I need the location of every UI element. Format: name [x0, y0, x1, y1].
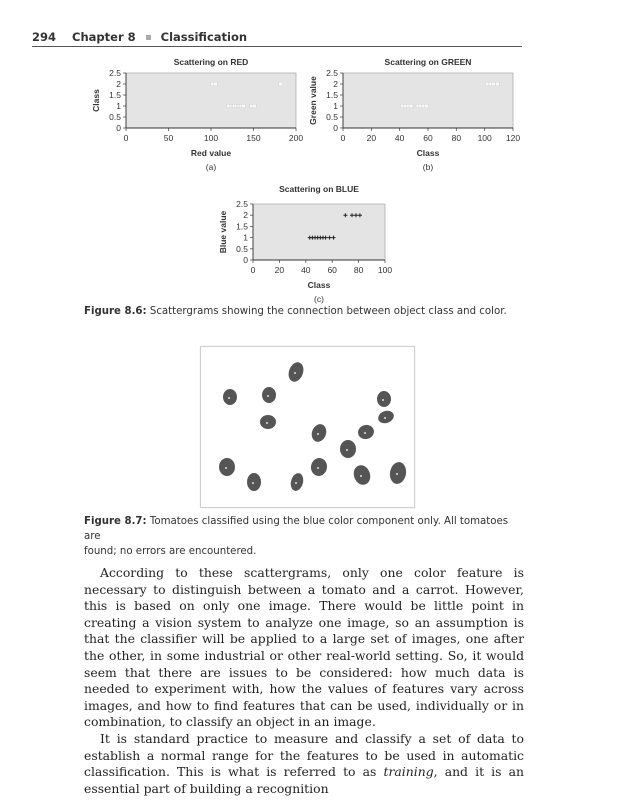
- chart-title: Scattering on GREEN: [384, 57, 472, 67]
- tomato-highlight: [228, 397, 230, 399]
- y-tick-label: 2: [243, 210, 248, 221]
- tomato: [377, 391, 391, 407]
- y-tick-label: 0: [243, 255, 248, 265]
- tomato-highlight: [364, 432, 366, 434]
- y-axis-label: Class: [91, 89, 101, 112]
- y-tick-label: 0.5: [326, 112, 338, 122]
- y-tick-label: 1.5: [109, 90, 121, 100]
- y-tick-label: 2.5: [326, 68, 338, 78]
- x-tick-label: 20: [366, 133, 377, 143]
- figure-8-7-text-1: Tomatoes classified using the blue color component only. All tomatoes are: [84, 516, 509, 542]
- tomato: [247, 473, 261, 491]
- y-axis-label: Green value: [308, 76, 318, 125]
- y-tick-label: 1.5: [326, 90, 338, 100]
- tomato-highlight: [267, 395, 269, 397]
- tomato: [376, 409, 395, 426]
- chart-title: Scattering on RED: [173, 57, 249, 67]
- x-tick-label: 200: [288, 133, 304, 143]
- x-tick-label: 50: [163, 133, 174, 143]
- data-point: [241, 104, 245, 108]
- tomato-highlight: [317, 467, 319, 469]
- panel-sublabel: (a): [205, 162, 217, 172]
- running-header: [32, 30, 522, 47]
- paragraph-2: [84, 731, 524, 797]
- y-tick-label: 1: [333, 101, 338, 111]
- y-tick-label: 2.5: [109, 68, 121, 78]
- y-tick-label: 0.5: [109, 112, 121, 122]
- tomato-highlight: [382, 399, 384, 401]
- data-point: [425, 104, 429, 108]
- panel-sublabel: (c): [314, 294, 324, 304]
- chapter-label: Chapter 8: [72, 30, 136, 44]
- tomato: [260, 415, 276, 429]
- tomato: [351, 463, 373, 487]
- y-tick-label: 0.5: [236, 243, 248, 254]
- figure-8-7-caption: [84, 514, 524, 559]
- tomato-highlight: [396, 473, 398, 475]
- tomato-highlight: [360, 475, 362, 477]
- x-tick-label: 20: [274, 265, 285, 275]
- paragraph-2-start: It is standard practice to measure and classify a set of data to establish a normal range for the features to be used in automatic classification. This is what is referred to as: [84, 730, 524, 780]
- x-tick-label: 40: [394, 133, 405, 143]
- data-point: [279, 82, 283, 86]
- data-point: [213, 82, 217, 86]
- figure-8-6-caption: [84, 306, 534, 317]
- x-axis-label: Red value: [190, 148, 232, 158]
- tomato: [223, 389, 237, 405]
- chart-scattering-blue: [213, 182, 403, 304]
- tomato-highlight: [252, 482, 254, 484]
- y-tick-label: 2: [333, 79, 338, 89]
- section-label: Classification: [160, 30, 248, 44]
- y-axis-label: Blue value: [218, 210, 228, 254]
- tomato: [219, 458, 235, 476]
- x-tick-label: 0: [123, 133, 129, 143]
- x-tick-label: 100: [477, 133, 492, 143]
- y-tick-label: 1.5: [236, 221, 248, 232]
- tomato-highlight: [317, 433, 319, 435]
- y-tick-label: 1: [243, 232, 248, 243]
- x-tick-label: 80: [353, 265, 364, 275]
- y-tick-label: 2.5: [236, 199, 248, 209]
- tomato-highlight: [346, 449, 348, 451]
- plot-area: [126, 73, 296, 128]
- body-text: [84, 565, 524, 797]
- figure-8-7-label: Figure 8.7:: [84, 516, 147, 527]
- x-tick-label: 40: [301, 265, 311, 275]
- y-tick-label: 1: [116, 101, 121, 111]
- paragraph-2-end: , and it is an essential part of building a recognition: [84, 764, 524, 796]
- tomato: [340, 440, 356, 458]
- data-point: [495, 82, 499, 86]
- figure-8-6-label: Figure 8.6:: [84, 306, 147, 317]
- chart-title: Scattering on BLUE: [279, 184, 359, 194]
- page-number: 294: [32, 30, 57, 44]
- chart-scattering-green: [303, 55, 528, 180]
- x-tick-label: 60: [327, 265, 337, 275]
- tomato: [286, 360, 306, 384]
- chart-scattering-red: [84, 55, 314, 180]
- tomato: [356, 423, 375, 441]
- figure-8-7-text-2: found; no errors are encountered.: [84, 546, 257, 557]
- plot-area: [343, 73, 513, 128]
- x-tick-label: 150: [246, 133, 261, 143]
- tomato: [310, 457, 329, 478]
- tomato-highlight: [266, 422, 268, 424]
- separator-square-icon: [146, 35, 151, 40]
- y-tick-label: 0: [333, 123, 338, 133]
- data-point: [252, 104, 256, 108]
- x-axis-label: Class: [416, 148, 440, 158]
- x-tick-label: 60: [423, 133, 433, 143]
- data-point: [409, 104, 413, 108]
- x-tick-label: 0: [340, 133, 346, 143]
- tomato: [262, 387, 276, 403]
- x-tick-label: 80: [451, 133, 462, 143]
- y-tick-label: 0: [116, 123, 121, 133]
- tomato: [388, 461, 408, 485]
- tomato: [309, 422, 328, 444]
- plot-area: [253, 204, 385, 260]
- tomato-image: [201, 347, 414, 507]
- x-axis-label: Class: [307, 280, 331, 290]
- tomato-highlight: [225, 467, 227, 469]
- panel-sublabel: (b): [422, 162, 434, 172]
- figure-8-6-text: Scattergrams showing the connection between object class and color.: [149, 306, 507, 317]
- tomato-highlight: [295, 482, 297, 484]
- data-point: [491, 82, 495, 86]
- x-tick-label: 100: [203, 133, 219, 143]
- x-tick-label: 0: [250, 265, 256, 275]
- paragraph-1: According to these scattergrams, only one color feature is necessary to distinguish between a tomato and a carrot. However, this is based on only one image. There would be little point in creating a vision system to analyze one image, so an assumption is that the classifier will be applied to a large set of images, one after the other, in some industrial or other real-world setting. So, it would seem that there are issues to be considered: how much data is needed to experiment with, how the values of features vary across images, and how to find features that can be used, individually or in combination, to classify an object in an image.: [84, 565, 524, 730]
- tomato-highlight: [384, 417, 386, 419]
- tomato-photo: [200, 346, 415, 508]
- y-tick-label: 2: [116, 79, 121, 89]
- x-tick-label: 120: [505, 133, 521, 143]
- paragraph-2-emphasis: training: [383, 764, 434, 780]
- tomato-highlight: [294, 372, 296, 374]
- x-tick-label: 100: [377, 265, 393, 275]
- tomato: [289, 472, 305, 492]
